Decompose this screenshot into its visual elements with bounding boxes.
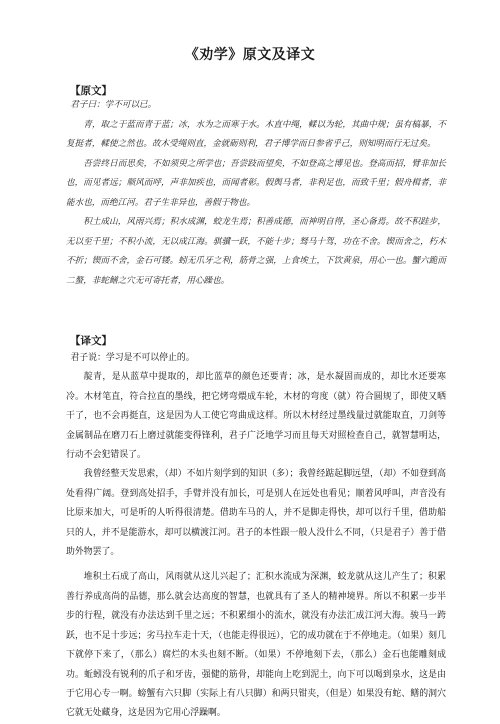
original-paragraph: 君子曰：学不可以已。 [70, 100, 157, 110]
translation-paragraph: 堆积土石成了高山，风雨就从这儿兴起了；汇积水流成为深渊，蛟龙就从这儿产生了；积累善行养成高尚的品德，那么就会达高度的智慧，也就具有了圣人的精神境界。所以不积累一步半步的行程，就没有办法达到千里之远；不积累细小的流水，就没有办法汇成江河大海。骏马一跨跃，也不足十步远；劣马拉车走十天，（也能走得很远），它的成功就在于不停地走。（如果）刻几下就停下来了，（那么）腐烂的木头也刻不断。（如果）不停地刻下去，（那么）金石也能雕刻成功。蚯蚓没有锐利的爪子和牙齿，强健的筋骨，却能向上吃到泥土，向下可以喝到泉水，这是由于它用心专一啊。螃蟹有六只脚（实际上有八只脚）和两只钳夹，（但是）如果没有蛇、鳝的洞穴它就无处藏身，这是因为它用心浮躁啊。 [66, 572, 446, 719]
original-paragraph: 青，取之于蓝而青于蓝；冰，水为之而寒于水。木直中绳，輮以为轮，其曲中规；虽有槁暴，不复挺者，輮使之然也。故木受绳则直，金就砺则利，君子博学而日参省乎己，则知明而行无过矣。 [66, 119, 446, 149]
original-paragraph: 吾尝终日而思矣，不如须臾之所学也；吾尝跂而望矣，不如登高之博见也。登高而招，臂非加长也，而见者远；顺风而呼，声非加疾也，而闻者彰。假舆马者，非利足也，而致千里；假舟楫者，非能水也，而绝江河。君子生非异也，善假于物也。 [66, 158, 446, 208]
translation-paragraph: 靛青，是从蓝草中提取的，却比蓝草的颜色还要青；冰，是水凝固而成的，却比水还要寒冷。木材笔直，符合拉直的墨线，把它烤弯煨成车轮，木材的弯度（就）符合圆规了，即使又晒干了，也不会再挺直，这是因为人工使它弯曲成这样。所以木材经过墨线量过就能取直，刀剑等金属制品在磨刀石上磨过就能变得锋利，君子广泛地学习而且每天对照检查自己，就智慧明达，行动不会犯错误了。 [66, 372, 446, 461]
original-text [66, 96, 446, 291]
original-section-label: 【原文】 [70, 85, 112, 97]
document-title: 《劝学》原文及译文 [184, 47, 316, 63]
translation-section-label: 【译文】 [70, 335, 112, 347]
original-paragraph: 积土成山，风雨兴焉；积水成渊，蛟龙生焉；积善成德，而神明自得，圣心备焉。故不积跬步，无以至千里；不积小流，无以成江海。骐骥一跃，不能十步；驽马十驾，功在不舍。锲而舍之，朽木不折；锲而不舍，金石可镂。蚓无爪牙之利，筋骨之强，上食埃土，下饮黄泉，用心一也。蟹六跪而二螯，非蛇鳝之穴无可寄托者，用心躁也。 [66, 217, 446, 286]
translation-text [66, 349, 446, 724]
translation-paragraph: 我曾经整天发思索，（却）不如片刻学到的知识（多）；我曾经踮起脚远望，（却）不如登到高处看得广阔。登到高处招手，手臂并没有加长，可是别人在远处也看见；顺着风呼叫，声音没有比原来加大，可是听的人听得很清楚。借助车马的人，并不是脚走得快，却可以行千里，借助船只的人，并不是能游水，却可以横渡江河。君子的本性跟一般人没什么不同，（只是君子）善于借助外物罢了。 [66, 469, 446, 558]
translation-paragraph: 君子说：学习是不可以停止的。 [70, 353, 195, 363]
